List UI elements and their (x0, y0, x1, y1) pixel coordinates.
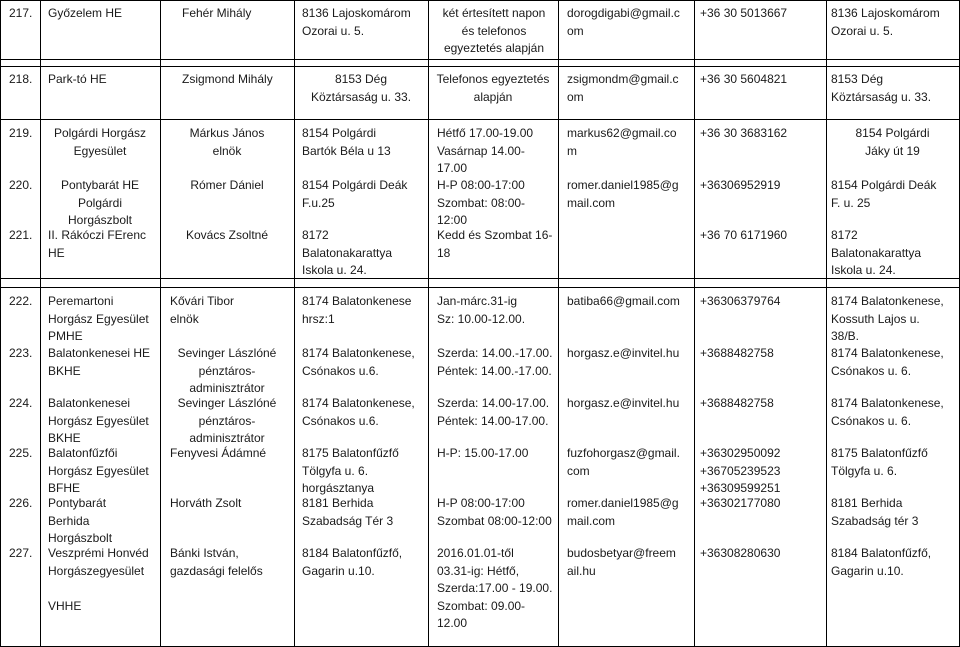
opening-hours: két értesített napon és telefonos egyeztetés alapján (442, 6, 546, 55)
postal-address: 8153 Dég Köztársaság u. 33. (831, 72, 932, 104)
contact-person: Zsigmond Mihály (182, 72, 273, 86)
organization-name: Peremartoni Horgász Egyesület PMHE (48, 294, 149, 343)
phone: +36306952919 (700, 178, 781, 192)
opening-hours: Telefonos egyeztetés alapján (436, 72, 550, 104)
opening-hours: H-P: 15.00-17.00 (437, 446, 529, 460)
email: zsigmondm@gmail.c om (567, 72, 679, 104)
email: markus62@gmail.co m (567, 126, 677, 158)
postal-address: 8184 Balatonfűzfő, Gagarin u.10. (831, 546, 932, 578)
row-number: 224. (9, 396, 33, 410)
row-number: 222. (9, 294, 33, 308)
opening-hours: Hétfő 17.00-19.00 Vasárnap 14.00- 17.00 (437, 126, 534, 175)
email: budosbetyar@freem ail.hu (567, 546, 676, 578)
contact-person: Márkus János elnök (189, 126, 265, 158)
email: romer.daniel1985@g mail.com (567, 496, 679, 528)
phone: +36 70 6171960 (700, 228, 788, 242)
email: dorogdigabi@gmail.c om (567, 6, 680, 38)
organization-name: Pontybarát Berhida Horgászbolt (48, 496, 113, 545)
contact-person: Bánki István, gazdasági felelős (170, 546, 263, 578)
column-border (558, 0, 559, 647)
opening-hours: Kedd és Szombat 16- 18 (437, 228, 553, 260)
organization-name: Győzelem HE (48, 6, 123, 20)
row-border (0, 278, 960, 279)
row-number: 221. (9, 228, 33, 242)
email: romer.daniel1985@g mail.com (567, 178, 679, 210)
postal-address: 8181 Berhida Szabadság tér 3 (831, 496, 919, 528)
contact-person: Sevinger Lászlóné pénztáros- adminisztrátor (177, 396, 277, 445)
organization-name: Park-tó HE (48, 72, 107, 86)
postal-address: 8175 Balatonfűzfő Tölgyfa u. 6. (831, 446, 928, 478)
contact-person: Kővári Tibor elnök (170, 294, 235, 326)
opening-hours: 2016.01.01-től 03.31-ig: Hétfő, Szerda:17.00 - 19.00. Szombat: 09.00- 12.00 (437, 546, 553, 630)
address: 8184 Balatonfűzfő, Gagarin u.10. (302, 546, 403, 578)
postal-address: 8174 Balatonkenese, Csónakos u. 6. (831, 396, 944, 428)
address: 8174 Balatonkenese hrsz:1 (302, 294, 412, 326)
postal-address: 8174 Balatonkenese, Csónakos u. 6. (831, 346, 944, 378)
address: 8153 Dég Köztársaság u. 33. (310, 72, 412, 104)
phone: +3688482758 (700, 346, 774, 360)
postal-address: 8174 Balatonkenese, Kossuth Lajos u. 38/B. (831, 294, 944, 343)
row-number: 226. (9, 496, 33, 510)
postal-address: 8172 Balatonakarattya Iskola u. 24. (831, 228, 922, 277)
contact-person: Horváth Zsolt (170, 496, 242, 510)
contact-person: Rómer Dániel (190, 178, 264, 192)
organization-name: Balatonkenesei Horgász Egyesület BKHE (48, 396, 149, 445)
row-number: 220. (9, 178, 33, 192)
row-number: 217. (9, 6, 33, 20)
phone: +3688482758 (700, 396, 774, 410)
address: 8181 Berhida Szabadság Tér 3 (302, 496, 394, 528)
address: 8136 Lajoskomárom Ozorai u. 5. (302, 6, 411, 38)
column-border (40, 0, 41, 647)
email: horgasz.e@invitel.hu (567, 346, 680, 360)
address: 8172 Balatonakarattya Iskola u. 24. (302, 228, 393, 277)
email: batiba66@gmail.com (567, 294, 680, 308)
address: 8174 Balatonkenese, Csónakos u.6. (302, 346, 415, 378)
row-number: 223. (9, 346, 33, 360)
email: horgasz.e@invitel.hu (567, 396, 680, 410)
address: 8154 Polgárdi Bartók Béla u 13 (302, 126, 391, 158)
phone: +36308280630 (700, 546, 781, 560)
row-number: 218. (9, 72, 33, 86)
row-border (0, 119, 960, 120)
organization-name: Balatonkenesei HE BKHE (48, 346, 151, 378)
opening-hours: Jan-márc.31-ig Sz: 10.00-12.00. (437, 294, 526, 326)
row-number: 225. (9, 446, 33, 460)
contact-person: Fehér Mihály (182, 6, 252, 20)
opening-hours: H-P 08:00-17:00 Szombat 08:00-12:00 (437, 496, 552, 528)
contact-person: Kovács Zsoltné (185, 228, 269, 242)
row-border (0, 287, 960, 288)
postal-address: 8154 Polgárdi Jáky út 19 (855, 126, 930, 158)
organization-name: Polgárdi Horgász Egyesület (53, 126, 147, 158)
opening-hours: Szerda: 14.00.-17.00. Péntek: 14.00.-17.00. (437, 346, 553, 378)
column-border (160, 0, 161, 647)
phone: +36 30 5604821 (700, 72, 788, 86)
row-border (0, 66, 960, 67)
phone: +36302177080 (700, 496, 781, 510)
organization-name: II. Rákóczi FErenc HE (48, 228, 147, 260)
row-border (0, 59, 960, 60)
row-number: 219. (9, 126, 33, 140)
organization-name: Pontybarát HE Polgárdi Horgászbolt (60, 178, 140, 227)
opening-hours: Szerda: 14.00-17.00. Péntek: 14.00-17.00. (437, 396, 550, 428)
row-number: 227. (9, 546, 33, 560)
address: 8174 Balatonkenese, Csónakos u.6. (302, 396, 415, 428)
organization-name: Veszprémi Honvéd Horgászegyesület VHHE (48, 546, 149, 613)
column-border (694, 0, 695, 647)
organization-name: Balatonfűzfői Horgász Egyesület BFHE (48, 446, 149, 495)
postal-address: 8136 Lajoskomárom Ozorai u. 5. (831, 6, 940, 38)
email: fuzfohorgasz@gmail. com (567, 446, 680, 478)
contact-person: Sevinger Lászlóné pénztáros- adminisztrátor (177, 346, 277, 395)
contact-person: Fenyvesi Ádámné (170, 446, 267, 460)
postal-address: 8154 Polgárdi Deák F. u. 25 (831, 178, 937, 210)
opening-hours: H-P 08:00-17:00 Szombat: 08:00- 12:00 (437, 178, 526, 227)
row-border (0, 0, 960, 1)
address: 8175 Balatonfűzfő Tölgyfa u. 6. horgásztanya (302, 446, 399, 495)
column-border (0, 0, 1, 647)
address: 8154 Polgárdi Deák F.u.25 (302, 178, 408, 210)
phone: +36306379764 (700, 294, 781, 308)
phone: +36302950092 +36705239523 +36309599251 (700, 446, 781, 495)
column-border (826, 0, 827, 647)
phone: +36 30 3683162 (700, 126, 788, 140)
phone: +36 30 5013667 (700, 6, 788, 20)
